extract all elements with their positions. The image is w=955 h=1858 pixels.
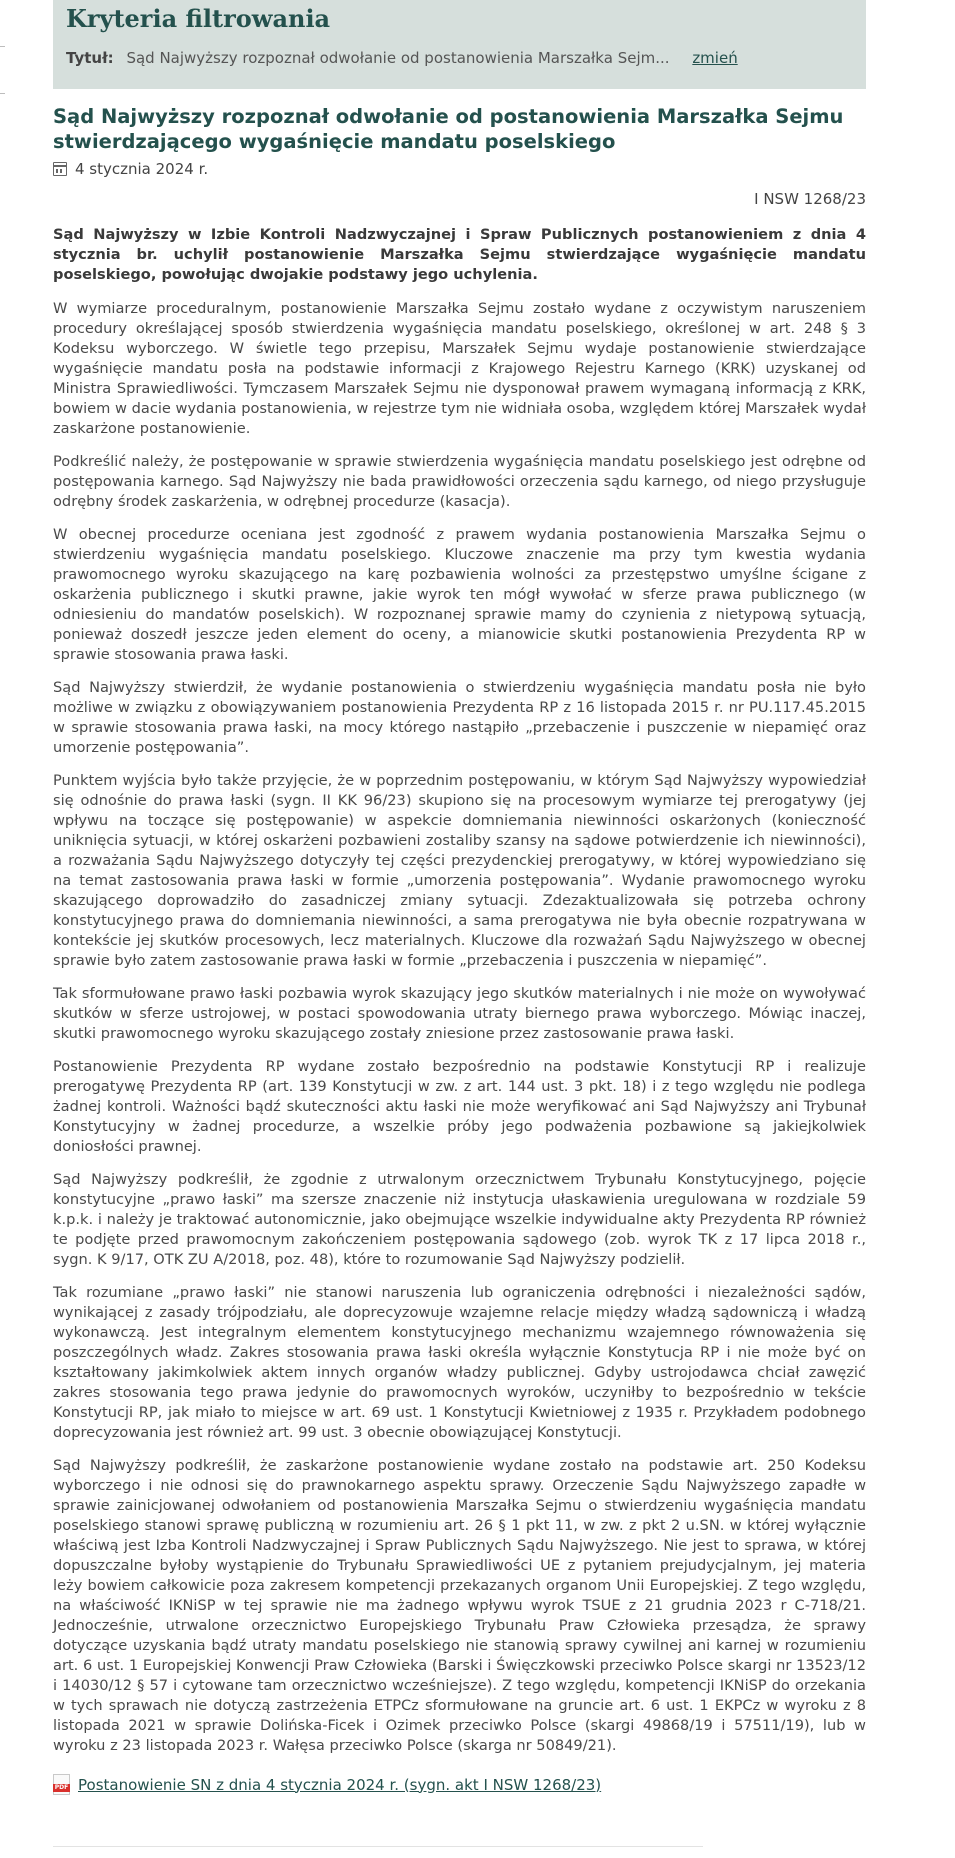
article bbox=[53, 104, 866, 1795]
pdf-attachment-link[interactable]: Postanowienie SN z dnia 4 stycznia 2024 r. (sygn. akt I NSW 1268/23) bbox=[78, 1775, 602, 1794]
article-title: Sąd Najwyższy rozpoznał odwołanie od postanowienia Marszałka Sejmu stwierdzającego wygaśnięcie mandatu poselskiego bbox=[53, 105, 844, 153]
pdf-icon bbox=[53, 1774, 70, 1795]
article-paragraph: Sąd Najwyższy podkreślił, że zaskarżone postanowienie wydane zostało na podstawie art. 250 Kodeksu wyborczego i nie odnosi się do prawnokarnego aspektu sprawy. Orzeczenie Sądu Najwyższego zapadłe w sprawie zainicjowanej odwołaniem od postanowienia Marszałka Sejmu o stwierdzeniu wygaśnięcia mandatu poselskiego stanowi sprawę publiczną w rozumieniu art. 26 § 1 pkt 11, w zw. z pkt 2 u.SN. w której wyłącznie właściwą jest Izba Kontroli Nadzwyczajnej i Spraw Publicznych Sądu Najwyższego. Nie jest to sprawa, w której dopuszczalne byłoby wystąpienie do Trybunału Sprawiedliwości UE z pytaniem prejudycjalnym, jej materia leży bowiem całkowicie poza zakresem kompetencji przekazanych organom Unii Europejskiej. Z tego względu, na właściwość IKNiSP w tej sprawie nie ma żadnego wpływu wyrok TSUE z 21 grudnia 2023 r C-718/21. Jednocześnie, utrwalone orzecznictwo Europejskiego Trybunału Praw Człowieka przesądza, że sprawy dotyczące uzyskania bądź utraty mandatu poselskiego nie stanowią sprawy cywilnej ani karnej w rozumieniu art. 6 ust. 1 Europejskiej Konwencji Praw Człowieka (Barski i Święczkowski przeciwko Polsce skargi nr 13523/12 i 14030/12 § 57 i cytowane tam orzecznictwo wcześniejsze). Z tego względu, kompetencji IKNiSP do orzekania w tych sprawach nie dotyczą zastrzeżenia ETPCz sformułowane na gruncie art. 6 ust. 1 EKPCz w wyroku z 8 listopada 2021 w sprawie Dolińska-Ficek i Ozimek przeciwko Polsce (skargi 49868/19 i 57511/19), lub w wyroku z 23 listopada 2023 r. Wałęsa przeciwko Polsce (skarga nr 50849/21). bbox=[53, 1457, 866, 1754]
filter-label: Tytuł: bbox=[66, 49, 114, 67]
article-paragraph: Postanowienie Prezydenta RP wydane zostało bezpośrednio na podstawie Konstytucji RP i realizuje prerogatywę Prezydenta RP (art. 139 Konstytucji w zw. z art. 144 ust. 3 pkt. 18) i z tego względu nie podlega żadnej kontroli. Ważności bądź skuteczności aktu łaski nie może weryfikować ani Sąd Najwyższy ani Trybunał Konstytucyjny w żadnej procedurze, a wszelkie próby jego podważenia pozbawione są jakiejkolwiek doniosłości prawnej. bbox=[53, 1058, 866, 1155]
filter-title-row bbox=[66, 48, 853, 68]
article-paragraph: Podkreślić należy, że postępowanie w sprawie stwierdzenia wygaśnięcia mandatu poselskiego jest odrębne od postępowania karnego. Sąd Najwyższy nie bada prawidłowości orzeczenia sądu karnego, od niego przysługuje odrębny środek zaskarżenia, w odrębnej procedurze (kasacja). bbox=[53, 453, 866, 510]
article-paragraph: W obecnej procedurze oceniana jest zgodność z prawem wydania postanowienia Marszałka Sejmu o stwierdzeniu wygaśnięcia mandatu poselskiego. Kluczowe znaczenie ma przy tym kwestia wydania prawomocnego wyroku skazującego na karę pozbawienia wolności za przestępstwo umyślne ścigane z oskarżenia publicznego i skutki prawne, jakie wyrok ten mógł wywołać w sferze prawa publicznego (w odniesieniu do mandatów poselskich). W rozpoznanej sprawie mamy do czynienia z nietypową sytuacją, ponieważ doszedł jeszcze jeden element do oceny, a mianowicie skutki postanowienia Prezydenta RP w sprawie stosowania prawa łaski. bbox=[53, 526, 866, 663]
article-paragraph: Sąd Najwyższy stwierdził, że wydanie postanowienia o stwierdzeniu wygaśnięcia mandatu posła nie było możliwe w związku z obowiązywaniem postanowienia Prezydenta RP z 16 listopada 2015 r. nr PU.117.45.2015 w sprawie stosowania prawa łaski, na mocy którego nastąpiło „przebaczenie i puszczenie w niepamięć oraz umorzenie postępowania”. bbox=[53, 679, 866, 756]
article-paragraph: Tak rozumiane „prawo łaski” nie stanowi naruszenia lub ograniczenia odrębności i niezależności sądów, wynikającej z zasady trójpodziału, ale doprecyzowuje wzajemne relacje między władzą sądowniczą i władzą wykonawczą. Jest integralnym elementem konstytucyjnego mechanizmu wzajemnego równoważenia się poszczególnych władz. Zakres stosowania prawa łaski określa wyłącznie Konstytucja RP i nie może być on kształtowany jakimkolwiek aktem innych organów władzy publicznej. Gdyby ustrojodawca chciał zawęzić zakres stosowania tego prawa jedynie do prawomocnych wyroków, uczyniłby to bezpośrednio w tekście Konstytucji RP, jak miało to miejsce w art. 69 ust. 1 Konstytucji Kwietniowej z 1935 r. Przykładem podobnego doprecyzowania jest również art. 99 ust. 3 obecnie obowiązującej Konstytucji. bbox=[53, 1284, 866, 1441]
filter-heading: Kryteria filtrowania bbox=[66, 4, 331, 33]
article-paragraph: Sąd Najwyższy podkreślił, że zgodnie z utrwalonym orzecznictwem Trybunału Konstytucyjnego, pojęcie konstytucyjne „prawo łaski” ma szersze znaczenie niż instytucja ułaskawienia uregulowana w rozdziale 59 k.p.k. i należy je traktować autonomicznie, jako obejmujące wszelkie indywidualne akty Prezydenta RP również te podjęte przed prawomocnym zakończeniem postępowania sądowego (zob. wyrok TK z 17 lipca 2018 r., sygn. K 9/17, OTK ZU A/2018, poz. 48), które to rozumowanie Sąd Najwyższy podzielił. bbox=[53, 1171, 866, 1268]
filter-criteria-panel bbox=[53, 0, 866, 89]
article-lead: Sąd Najwyższy w Izbie Kontroli Nadzwyczajnej i Spraw Publicznych postanowieniem z dnia 4 stycznia br. uchylił postanowienie Marszałka Sejmu stwierdzające wygaśnięcie mandatu poselskiego, powołując dwojakie podstawy jego uchylenia. bbox=[53, 226, 866, 283]
left-edge-marks bbox=[0, 0, 8, 120]
pdf-attachment[interactable] bbox=[53, 1774, 866, 1795]
article-paragraph: Tak sformułowane prawo łaski pozbawia wyrok skazujący jego skutków materialnych i nie może on wywoływać skutków w sferze ustrojowej, w postaci spowodowania utraty biernego prawa wyborczego. Mówiąc inaczej, skutki prawomocnego wyroku skazującego zostały zniesione przez zastosowanie prawa łaski. bbox=[53, 985, 866, 1042]
calendar-icon bbox=[53, 162, 67, 176]
bottom-divider bbox=[53, 1846, 703, 1847]
filter-value: Sąd Najwyższy rozpoznał odwołanie od postanowienia Marszałka Sejm... bbox=[126, 49, 670, 67]
article-date: 4 stycznia 2024 r. bbox=[75, 160, 209, 178]
article-paragraph: Punktem wyjścia było także przyjęcie, że w poprzednim postępowaniu, w którym Sąd Najwyższy wypowiedział się odnośnie do prawa łaski (sygn. II KK 96/23) skupiono się na procesowym wymiarze tej prerogatywy (jej wpływu na toczące się postępowanie) w aspekcie domniemania niewinności oskarżonych (konieczność uniknięcia sytuacji, w której oskarżeni pozbawieni zostaliby szansy na sądowe potwierdzenie ich niewinności), a rozważania Sądu Najwyższego dotyczyły tej części prezydenckiej prerogatywy, w której wypowiedziano się na temat zastosowania prawa łaski w formie „umorzenia postępowania”. Wydanie prawomocnego wyroku skazującego doprowadziło do zasadniczej zmiany sytuacji. Zdezaktualizowała się potrzeba ochrony konstytucyjnego prawa do domniemania niewinności, a sama prerogatywa nie była obecnie rozpatrywana w kontekście jej skutków procesowych, lecz materialnych. Kluczowe dla rozważań Sądu Najwyższego w obecnej sprawie było zatem zastosowanie prawa łaski w formie „przebaczenia i puszczenia w niepamięć”. bbox=[53, 772, 866, 969]
article-date-row bbox=[53, 159, 866, 179]
pdf-icon-label: PDF bbox=[54, 1784, 69, 1791]
change-filter-link[interactable]: zmień bbox=[692, 49, 738, 67]
case-signature: I NSW 1268/23 bbox=[754, 190, 866, 208]
article-paragraph: W wymiarze proceduralnym, postanowienie Marszałka Sejmu zostało wydane z oczywistym naruszeniem procedury określającej sposób stwierdzenia wygaśnięcia mandatu poselskiego, określonej w art. 248 § 3 Kodeksu wyborczego. W świetle tego przepisu, Marszałek Sejmu wydaje postanowienie stwierdzające wygaśnięcie mandatu posła na podstawie informacji z Krajowego Rejestru Karnego (KRK) uzyskanej od Ministra Sprawiedliwości. Tymczasem Marszałek Sejmu nie dysponował prawem wymaganą informacją z KRK, bowiem w dacie wydania postanowienia, w rejestrze tym nie widniała osoba, względem której Marszałek wydał zaskarżone postanowienie. bbox=[53, 300, 866, 437]
